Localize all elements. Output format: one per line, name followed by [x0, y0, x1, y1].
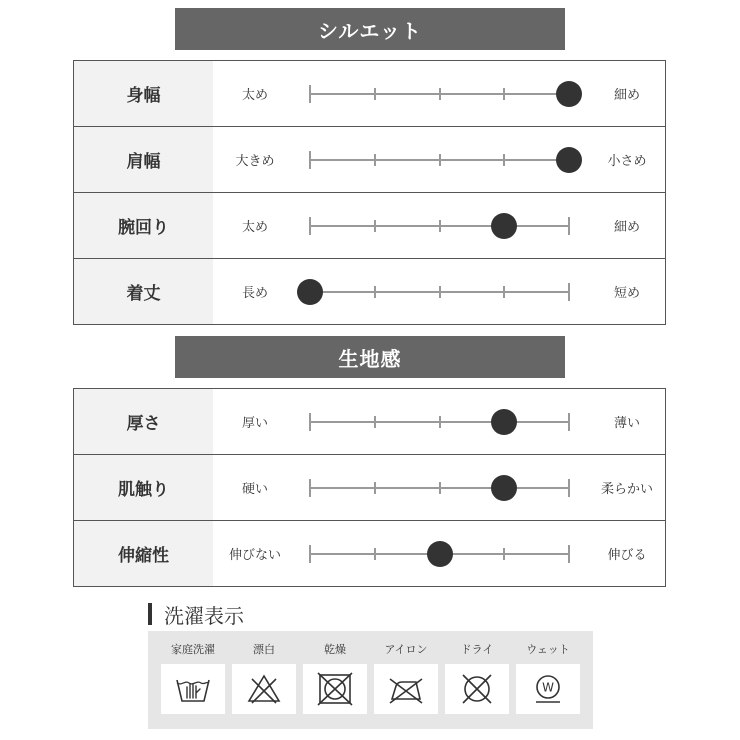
- no-dry-clean-icon: [457, 671, 497, 707]
- care-item-bleach: [232, 631, 296, 729]
- row-scale-area: [213, 455, 665, 520]
- scale-tick: [439, 220, 441, 232]
- wash-tub-hand-icon: [173, 671, 213, 707]
- scale-row: [74, 521, 665, 586]
- care-heading: [148, 601, 244, 627]
- scale-tick: [309, 545, 311, 563]
- care-item-iron: [374, 631, 438, 729]
- care-title: 洗濯表示: [164, 603, 244, 628]
- scale-right-label: 伸びる: [607, 548, 647, 563]
- scale-tick: [439, 154, 441, 166]
- scale-row: [74, 389, 665, 455]
- row-label: 腕回り: [74, 193, 213, 258]
- row-label: 肩幅: [74, 127, 213, 192]
- scale-tick: [374, 548, 376, 560]
- scale-tick: [439, 482, 441, 494]
- scale-tick: [309, 479, 311, 497]
- care-item-label: ドライ: [460, 643, 494, 656]
- silhouette-banner: [175, 8, 565, 50]
- scale-tick: [503, 548, 505, 560]
- row-scale-area: [213, 193, 665, 258]
- scale-indicator-dot: [491, 213, 517, 239]
- scale-left-label: 長め: [241, 286, 268, 301]
- wet-clean-icon: [528, 671, 568, 707]
- no-tumble-dry-icon: [315, 671, 355, 707]
- care-icon-box: [303, 664, 367, 714]
- scale-left-label: 硬い: [241, 482, 268, 497]
- scale-indicator-dot: [491, 475, 517, 501]
- scale-indicator-dot: [556, 147, 582, 173]
- care-icon-box: [445, 664, 509, 714]
- scale-tick: [568, 479, 570, 497]
- scale-tick: [568, 545, 570, 563]
- scale-tick: [439, 416, 441, 428]
- row-label: 身幅: [74, 61, 213, 126]
- row-scale-area: [213, 127, 665, 192]
- heading-bar: [148, 603, 152, 625]
- scale-right-label: 細め: [613, 220, 640, 235]
- scale-tick: [309, 217, 311, 235]
- scale-left-label: 厚い: [241, 416, 268, 431]
- care-item-wash: [161, 631, 225, 729]
- care-item-label: ウェット: [526, 643, 570, 656]
- fabric-banner: [175, 336, 565, 378]
- row-label: 伸縮性: [74, 521, 213, 586]
- scale-tick: [568, 413, 570, 431]
- scale-tick: [439, 88, 441, 100]
- fabric-table: [73, 388, 666, 587]
- scale-left-label: 太め: [241, 220, 268, 235]
- scale-indicator-dot: [427, 541, 453, 567]
- scale-tick: [374, 88, 376, 100]
- care-item-dry: [303, 631, 367, 729]
- scale-row: [74, 61, 665, 127]
- scale-row: [74, 127, 665, 193]
- scale-tick: [568, 217, 570, 235]
- care-item-label: 乾燥: [324, 643, 346, 656]
- care-item-dryclean: [445, 631, 509, 729]
- row-scale-area: [213, 259, 665, 324]
- row-label: 着丈: [74, 259, 213, 324]
- scale-tick: [309, 85, 311, 103]
- no-bleach-icon: [244, 671, 284, 707]
- scale-row: [74, 259, 665, 324]
- scale-tick: [374, 286, 376, 298]
- care-icon-box: [516, 664, 580, 714]
- care-panel: [148, 631, 593, 729]
- scale-row: [74, 455, 665, 521]
- scale-indicator-dot: [297, 279, 323, 305]
- scale-right-label: 柔らかい: [600, 482, 653, 497]
- wet-symbol: W: [542, 680, 554, 695]
- care-icon-box: [374, 664, 438, 714]
- row-scale-area: [213, 61, 665, 126]
- no-iron-icon: [386, 671, 426, 707]
- scale-indicator-dot: [556, 81, 582, 107]
- scale-tick: [439, 286, 441, 298]
- scale-right-label: 小さめ: [607, 154, 647, 169]
- care-icon-box: [232, 664, 296, 714]
- scale-tick: [309, 413, 311, 431]
- fabric-title: 生地感: [338, 346, 402, 371]
- scale-tick: [503, 88, 505, 100]
- silhouette-table: [73, 60, 666, 325]
- row-scale-area: [213, 389, 665, 454]
- care-item-label: 家庭洗濯: [171, 643, 215, 656]
- scale-tick: [503, 286, 505, 298]
- scale-tick: [374, 416, 376, 428]
- scale-tick: [309, 151, 311, 169]
- scale-left-label: 太め: [241, 88, 268, 103]
- scale-row: [74, 193, 665, 259]
- scale-indicator-dot: [491, 409, 517, 435]
- scale-right-label: 薄い: [613, 416, 640, 431]
- scale-right-label: 短め: [613, 286, 640, 301]
- scale-tick: [374, 220, 376, 232]
- scale-tick: [503, 154, 505, 166]
- row-scale-area: [213, 521, 665, 586]
- silhouette-title: シルエット: [317, 18, 423, 43]
- scale-tick: [568, 283, 570, 301]
- scale-left-label: 大きめ: [235, 154, 275, 169]
- scale-left-label: 伸びない: [228, 548, 281, 563]
- scale-right-label: 細め: [613, 88, 640, 103]
- scale-tick: [374, 154, 376, 166]
- care-item-label: 漂白: [253, 643, 275, 656]
- row-label: 肌触り: [74, 455, 213, 520]
- care-item-label: アイロン: [384, 643, 428, 656]
- care-item-wet: [516, 631, 580, 729]
- row-label: 厚さ: [74, 389, 213, 454]
- care-icon-box: [161, 664, 225, 714]
- scale-tick: [374, 482, 376, 494]
